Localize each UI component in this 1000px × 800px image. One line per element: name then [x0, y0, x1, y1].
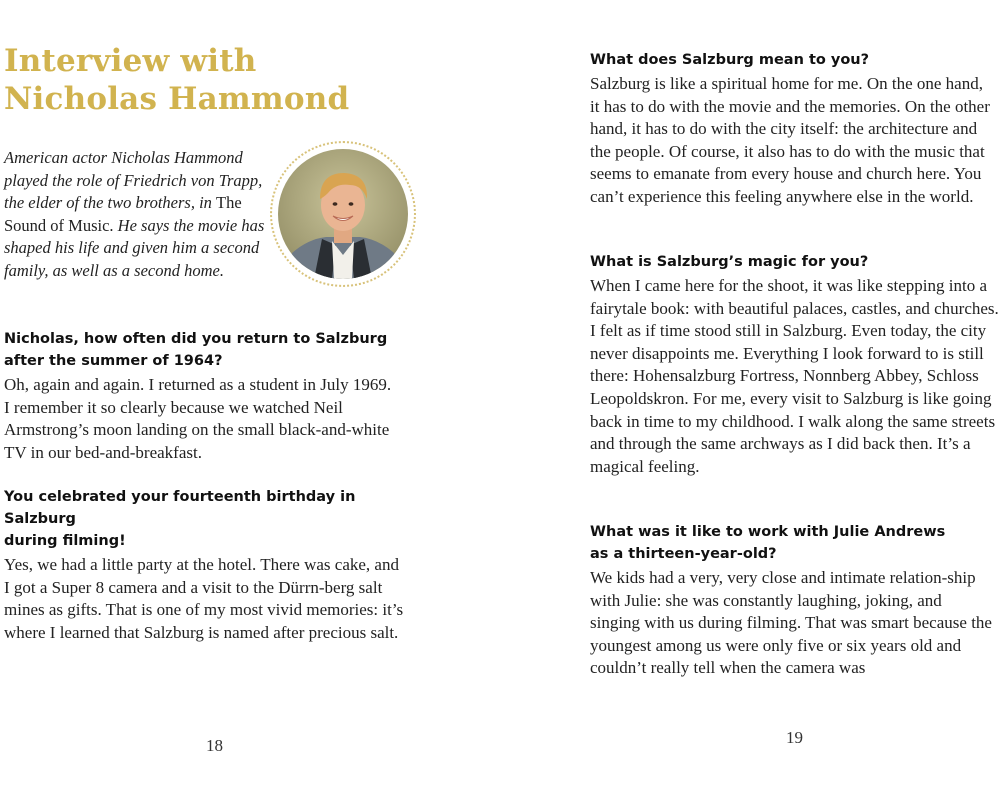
page-number-right: 19 [786, 728, 803, 747]
portrait-photo-icon [278, 149, 408, 279]
question-heading [590, 521, 995, 565]
question-line: What does Salzburg mean to you? [590, 52, 870, 68]
question-line: after the summer of 1964? [4, 353, 223, 369]
question-line: You celebrated your fourteenth birthday in Salzburg [4, 489, 356, 527]
qa-block-julie [590, 521, 995, 680]
page-number-left: 18 [206, 736, 223, 755]
article-title [4, 42, 349, 118]
question-heading [4, 486, 424, 552]
title-line-2: Nicholas Hammond [4, 81, 350, 117]
answer-paragraph: Oh, again and again. I returned as a student in July 1969. I remember it so clearly because we watched Neil Armstrong’s moon landing on the small black-and-white TV in our bed-and-breakfast. [4, 375, 392, 462]
qa-block-return [4, 328, 424, 464]
question-line: What is Salzburg’s magic for you? [590, 254, 869, 270]
intro-film-title: The Sound of Music. [4, 193, 242, 235]
question-line: during filming! [4, 533, 126, 549]
question-line: Nicholas, how often did you return to Salzburg [4, 331, 388, 347]
question-heading [590, 49, 995, 71]
right-page [500, 0, 1000, 800]
answer-paragraph: We kids had a very, very close and intimate relation-ship with Julie: she was constantly laughing, joking, and singing with us during filming. That was smart because the youngest among us were only five or six years old and couldn’t really tell when the camera was [590, 568, 992, 678]
qa-block-meaning [590, 49, 995, 209]
answer-paragraph: Salzburg is like a spiritual home for me. On the one hand, it has to do with the movie and the memories. On the other hand, it has to do with the city itself: the architecture and the people. Of course, it also has to do with the music that seems to emanate from every house and church here. You can’t experience this feeling anywhere else in the world. [590, 74, 990, 206]
intro-text-1: American actor Nicholas Hammond played the role of Friedrich von Trapp, the elder of the two brothers, in [4, 148, 263, 212]
intro-paragraph [4, 147, 272, 282]
question-line: What was it like to work with Julie Andrews [590, 524, 946, 540]
answer-paragraph: Yes, we had a little party at the hotel. There was cake, and I got a Super 8 camera and a visit to the Dürrn-berg salt mines as gifts. That is one of my most vivid memories: it’s where I learned that Salzburg is named after precious salt. [4, 555, 404, 642]
intro-text-2: He says the movie has shaped his life and given him a second family, as well as a second home. [4, 215, 265, 280]
title-line-1: Interview with [4, 43, 257, 79]
question-heading [590, 251, 1000, 273]
qa-block-birthday [4, 486, 424, 644]
qa-block-magic [590, 251, 1000, 478]
answer-paragraph: When I came here for the shoot, it was like stepping into a fairytale book: with beautiful palaces, castles, and churches. I felt as if time stood still in Salzburg. Even today, the city never disappoints me. Everything I look forward to is still there: Hohensalzburg Fortress, Nonnberg Abbey, Schloss Leopoldskron. For me, every visit to Salzburg is like going back in time to my childhood. I walk along the same streets and through the same archways as I did back then. It’s a magical feeling. [590, 276, 999, 476]
question-line: as a thirteen-year-old? [590, 546, 777, 562]
question-heading [4, 328, 424, 372]
portrait-image [270, 141, 416, 287]
